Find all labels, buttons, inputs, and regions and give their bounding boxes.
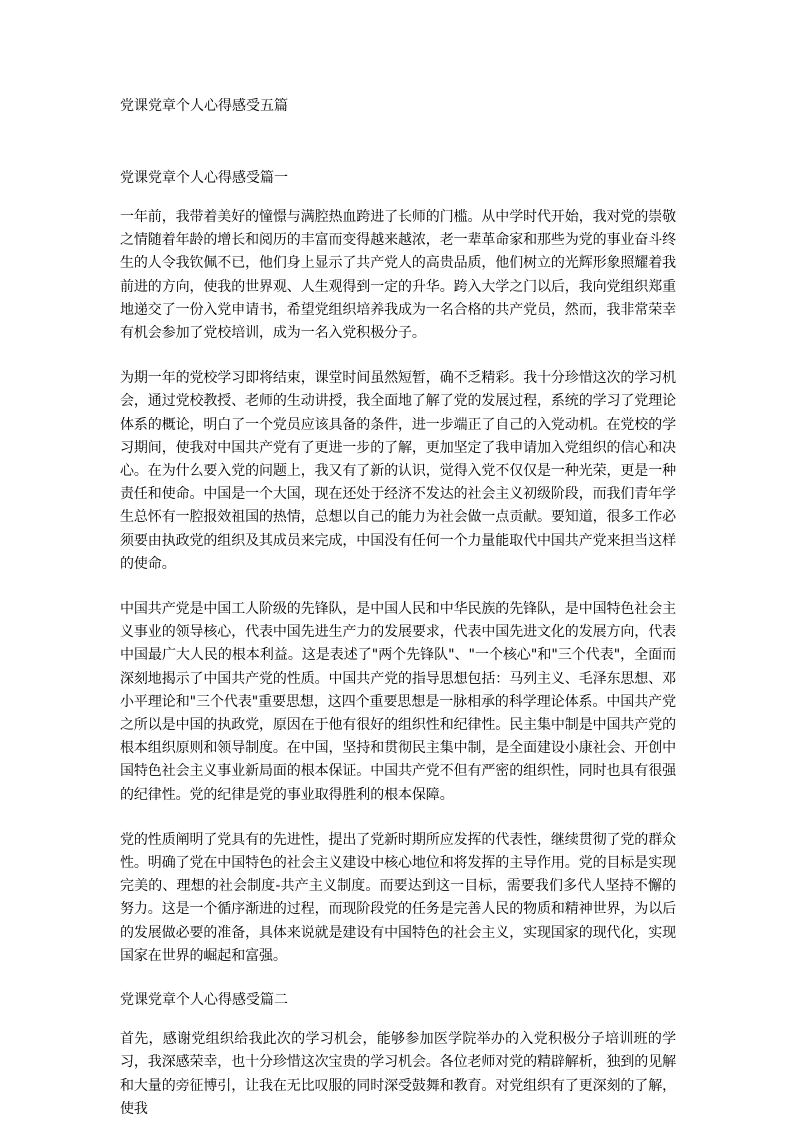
spacer (120, 807, 676, 829)
section-heading: 党课党章个人心得感受篇二 (120, 992, 288, 1009)
paragraph: 为期一年的党校学习即将结束，课堂时间虽然短暂，确不乏精彩。我十分珍惜这次的学习机会，通过党校教授、老师的生动讲授，我全面地了解了党的发展过程，系统的学习了党理论体系的概论，明白了一个党员应该具备的条件，进一步端正了自己的入党动机。在党校的学习期间，使我对中国共产党有了更进一步的了解，更加坚定了我申请加入党组织的信心和决心。在为什么要入党的问题上，我又有了新的认识，觉得入党不仅仅是一种光荣，更是一种责任和使命。中国是一个大国，现在还处于经济不发达的社会主义初级阶段，而我们青年学生总怀有一腔报效祖国的热情，总想以自己的能力为社会做一点贡献。要知道，很多工作必须要由执政党的组织及其成员来完成，中国没有任何一个力量能取代中国共产党来担当这样的使命。 (120, 370, 676, 572)
spacer (120, 345, 676, 367)
spacer (120, 116, 676, 168)
spacer (120, 1010, 676, 1028)
paragraph: 首先，感谢党组织给我此次的学习机会，能够参加医学院举办的入党积极分子培训班的学习，我深感荣幸，也十分珍惜这次宝贵的学习机会。各位老师对党的精辟解析，独到的见解和大量的旁征博引，让我在无比叹服的同时深受鼓舞和教育。对党组织有了更深刻的了解，使我 (120, 1031, 676, 1117)
paragraph: 党的性质阐明了党具有的先进性，提出了党新时期所应发挥的代表性，继续贯彻了党的群众性。明确了党在中国特色的社会主义建设中核心地位和将发挥的主导作用。党的目标是实现完美的、理想的社会制度-共产主义制度。而要达到这一目标，需要我们多代人坚持不懈的努力。这是一个循序渐进的过程，而现阶段党的任务是完善人民的物质和精神世界，为以后的发展做必要的准备，具体来说就是建设有中国特色的社会主义，实现国家的现代化，实现国家在世界的崛起和富强。 (120, 831, 676, 964)
spacer (120, 968, 676, 990)
section-heading: 党课党章个人心得感受篇一 (120, 170, 288, 186)
spacer (120, 576, 676, 598)
section-one (120, 168, 676, 990)
spacer (120, 188, 676, 206)
section-two (120, 990, 676, 1121)
document-page (120, 96, 676, 1121)
paragraph: 中国共产党是中国工人阶级的先锋队，是中国人民和中华民族的先锋队，是中国特色社会主义事业的领导核心，代表中国先进生产力的发展要求，代表中国先进文化的发展方向，代表中国最广大人民的根本利益。这是表述了"两个先锋队"、"一个核心"和"三个代表"，全面而深刻地揭示了中国共产党的性质。中国共产党的指导思想包括：马列主义、毛泽东思想、邓小平理论和"三个代表"重要思想，这四个重要思想是一脉相承的科学理论体系。中国共产党之所以是中国的执政党，原因在于他有很好的组织性和纪律性。民主集中制是中国共产党的根本组织原则和领导制度。在中国，坚持和贯彻民主集中制，是全面建设小康社会、开创中国特色社会主义事业新局面的根本保证。中国共产党不但有严密的组织性，同时也具有很强的纪律性。党的纪律是党的事业取得胜利的根本保障。 (120, 601, 676, 803)
paragraph: 一年前，我带着美好的憧憬与满腔热血跨进了长师的门槛。从中学时代开始，我对党的崇敬之情随着年龄的增长和阅历的丰富而变得越来越浓，老一辈革命家和那些为党的事业奋斗终生的人令我钦佩不已，他们身上显示了共产党人的高贵品质，他们树立的光辉形象照耀着我前进的方向，使我的世界观、人生观得到一定的升华。跨入大学之门以后，我向党组织郑重地递交了一份入党申请书，希望党组织培养我成为一名合格的共产党员，然而，我非常荣幸有机会参加了党校培训，成为一名入党积极分子。 (120, 209, 676, 342)
document-title: 党课党章个人心得感受五篇 (120, 98, 288, 114)
